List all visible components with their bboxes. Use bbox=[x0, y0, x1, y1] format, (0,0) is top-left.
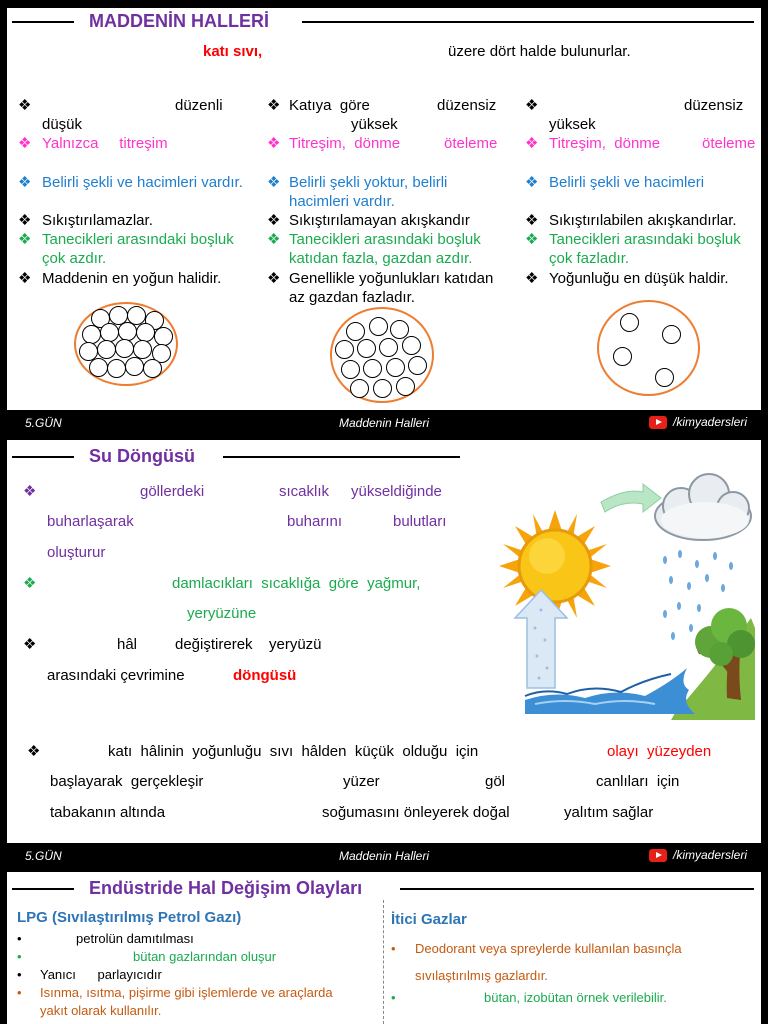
particle bbox=[373, 379, 392, 398]
solid-compress: Sıkıştırılamazlar. bbox=[42, 212, 153, 229]
particle bbox=[396, 377, 415, 396]
propellant-heading: İtici Gazlar bbox=[391, 911, 467, 928]
lpg-item-3: Yanıcı parlayıcıdır bbox=[40, 967, 162, 982]
diamond-bullet-icon: ❖ bbox=[525, 135, 539, 152]
channel-name: /kimyadersleri bbox=[672, 415, 747, 429]
particle bbox=[363, 359, 382, 378]
particle bbox=[335, 340, 354, 359]
particle bbox=[408, 356, 427, 375]
water-cycle-illustration bbox=[475, 468, 755, 720]
evaporation-word-5: buharını bbox=[287, 513, 343, 530]
bullet-dot: • bbox=[391, 941, 396, 956]
youtube-icon bbox=[649, 416, 667, 429]
footer-day: 5.GÜN bbox=[25, 849, 62, 863]
diamond-bullet-icon: ❖ bbox=[18, 212, 32, 229]
particle bbox=[346, 322, 365, 341]
ice-text-9: yalıtım sağlar bbox=[564, 804, 654, 821]
liquid-order-b: düzensiz bbox=[437, 97, 497, 114]
particle bbox=[402, 336, 421, 355]
particle bbox=[613, 347, 632, 366]
ice-text-2: olayı yüzeyden bbox=[607, 743, 712, 760]
youtube-icon bbox=[649, 849, 667, 862]
diamond-bullet-icon: ❖ bbox=[23, 636, 37, 653]
particle bbox=[89, 358, 108, 377]
diamond-bullet-icon: ❖ bbox=[267, 231, 281, 248]
particle bbox=[369, 317, 388, 336]
particle bbox=[118, 322, 137, 341]
title-rule-left bbox=[12, 456, 74, 458]
cloud-icon bbox=[655, 474, 751, 540]
diamond-bullet-icon: ❖ bbox=[525, 174, 539, 191]
footer-topic: Maddenin Halleri bbox=[338, 416, 430, 430]
ice-text-5: göl bbox=[485, 773, 506, 790]
gas-order: düzensiz bbox=[684, 97, 744, 114]
diamond-bullet-icon: ❖ bbox=[267, 174, 281, 191]
gas-particles-diagram bbox=[597, 300, 700, 396]
liquid-compress: Sıkıştırılamayan akışkandır bbox=[289, 212, 470, 229]
footer-topic: Maddenin Halleri bbox=[338, 849, 430, 863]
particle bbox=[136, 323, 155, 342]
liquid-energy: yüksek bbox=[351, 116, 398, 133]
particle bbox=[82, 325, 101, 344]
solid-gap: Tanecikleri arasındaki boşluk çok azdır. bbox=[42, 231, 234, 267]
particle bbox=[620, 313, 639, 332]
solid-density: Maddenin en yoğun halidir. bbox=[42, 270, 222, 287]
footer-day: 5.GÜN bbox=[25, 416, 62, 430]
liquid-particles-diagram bbox=[330, 307, 434, 403]
youtube-channel-link[interactable] bbox=[649, 415, 747, 429]
diamond-bullet-icon: ❖ bbox=[525, 97, 539, 114]
precipitation-text-1: damlacıkları sıcaklığa göre yağmur, bbox=[172, 575, 421, 592]
ice-text-6: canlıları için bbox=[596, 773, 680, 790]
diamond-bullet-icon: ❖ bbox=[23, 483, 37, 500]
diamond-bullet-icon: ❖ bbox=[525, 270, 539, 287]
lpg-heading: LPG (Sıvılaştırılmış Petrol Gazı) bbox=[17, 909, 242, 926]
bullet-dot: • bbox=[17, 967, 22, 982]
liquid-motion-b: öteleme bbox=[444, 135, 498, 152]
particle bbox=[341, 360, 360, 379]
arrow-right-icon bbox=[601, 484, 661, 512]
evaporation-word-3: yükseldiğinde bbox=[351, 483, 442, 500]
title-rule-left bbox=[12, 21, 74, 23]
channel-name: /kimyadersleri bbox=[672, 848, 747, 862]
title-rule-right bbox=[302, 21, 754, 23]
diamond-bullet-icon: ❖ bbox=[18, 174, 32, 191]
particle bbox=[154, 327, 173, 346]
liquid-order-a: Katıya göre bbox=[289, 97, 370, 114]
gas-gap: Tanecikleri arasındaki boşluk çok fazladır. bbox=[549, 231, 741, 267]
diamond-bullet-icon: ❖ bbox=[18, 97, 32, 114]
ice-text-3: başlayarak gerçekleşir bbox=[50, 773, 204, 790]
cycle-word-1: hâl bbox=[117, 636, 138, 653]
diamond-bullet-icon: ❖ bbox=[525, 231, 539, 248]
lpg-item-2: bütan gazlarından oluşur bbox=[133, 949, 277, 964]
page-title: MADDENİN HALLERİ bbox=[89, 11, 269, 31]
cycle-word-4: arasındaki çevrimine bbox=[47, 667, 185, 684]
liquid-motion-a: Titreşim, dönme bbox=[289, 135, 401, 152]
solid-shape: Belirli şekli ve hacimleri vardır. bbox=[42, 174, 243, 191]
particle bbox=[386, 358, 405, 377]
solid-energy: düşük bbox=[42, 116, 83, 133]
gas-density: Yoğunluğu en düşük haldir. bbox=[549, 270, 729, 287]
cycle-word-5: döngüsü bbox=[233, 667, 297, 684]
diamond-bullet-icon: ❖ bbox=[267, 135, 281, 152]
liquid-shape: Belirli şekli yoktur, belirli hacimleri vardır. bbox=[289, 174, 448, 210]
gas-motion-b: öteleme bbox=[702, 135, 756, 152]
particle bbox=[100, 323, 119, 342]
states-of-matter-panel bbox=[7, 8, 761, 410]
bullet-dot: • bbox=[17, 949, 22, 964]
diamond-bullet-icon: ❖ bbox=[27, 743, 41, 760]
slide-footer bbox=[7, 410, 761, 436]
cycle-word-3: yeryüzü bbox=[269, 636, 322, 653]
section-title: Endüstride Hal Değişim Olayları bbox=[89, 878, 363, 898]
gas-energy: yüksek bbox=[549, 116, 596, 133]
diamond-bullet-icon: ❖ bbox=[525, 212, 539, 229]
bullet-dot: • bbox=[391, 990, 396, 1005]
solid-motion: Yalnızca titreşim bbox=[42, 135, 168, 152]
diamond-bullet-icon: ❖ bbox=[18, 135, 32, 152]
diamond-bullet-icon: ❖ bbox=[267, 212, 281, 229]
section-title: Su Döngüsü bbox=[89, 446, 195, 466]
diamond-bullet-icon: ❖ bbox=[267, 270, 281, 287]
diamond-bullet-icon: ❖ bbox=[23, 575, 37, 592]
particle bbox=[107, 359, 126, 378]
youtube-channel-link[interactable] bbox=[649, 848, 747, 862]
bullet-dot: • bbox=[17, 931, 22, 946]
ice-text-8: soğumasını önleyerek doğal bbox=[322, 804, 510, 821]
title-rule-right bbox=[400, 888, 754, 890]
lpg-item-4: Isınma, ısıtma, pişirme gibi işlemlerde ve araçlarda yakıt olarak kullanılır. bbox=[40, 985, 333, 1018]
evaporation-word-6: bulutları bbox=[393, 513, 447, 530]
industry-phase-change-panel bbox=[7, 872, 761, 1024]
propellant-item-2: bütan, izobütan örnek verilebilir. bbox=[484, 990, 667, 1005]
particle bbox=[350, 379, 369, 398]
water-cycle-panel bbox=[7, 440, 761, 843]
evaporation-word-4: buharlaşarak bbox=[47, 513, 134, 530]
particle bbox=[379, 338, 398, 357]
particle bbox=[143, 359, 162, 378]
liquid-gap: Tanecikleri arasındaki boşluk katıdan fazla, gazdan azdır. bbox=[289, 231, 481, 267]
propellant-item-1: Deodorant veya spreylerde kullanılan basınçla sıvılaştırılmış gazlardır. bbox=[415, 941, 682, 983]
intro-text: üzere dört halde bulunurlar. bbox=[448, 43, 631, 60]
bullet-dot: • bbox=[17, 985, 22, 1000]
solid-particles-diagram bbox=[74, 302, 178, 386]
particle bbox=[115, 339, 134, 358]
intro-highlight: katı sıvı, bbox=[203, 43, 263, 60]
title-rule-left bbox=[12, 888, 74, 890]
gas-motion-a: Titreşim, dönme bbox=[549, 135, 661, 152]
column-divider bbox=[383, 900, 384, 1024]
ice-text-7: tabakanın altında bbox=[50, 804, 166, 821]
diamond-bullet-icon: ❖ bbox=[18, 270, 32, 287]
cycle-word-2: değiştirerek bbox=[175, 636, 253, 653]
particle bbox=[357, 339, 376, 358]
particle bbox=[125, 357, 144, 376]
ice-text-1: katı hâlinin yoğunluğu sıvı hâlden küçük olduğu için bbox=[108, 743, 479, 760]
liquid-density: Genellikle yoğunlukları katıdan az gazdan fazladır. bbox=[289, 270, 494, 306]
solid-order: düzenli bbox=[175, 97, 223, 114]
particle bbox=[97, 340, 116, 359]
gas-shape: Belirli şekli ve hacimleri bbox=[549, 174, 705, 191]
precipitation-text-2: yeryüzüne bbox=[187, 605, 257, 622]
particle bbox=[662, 325, 681, 344]
evaporation-word-1: göllerdeki bbox=[140, 483, 205, 500]
slide-footer bbox=[7, 843, 761, 869]
diamond-bullet-icon: ❖ bbox=[18, 231, 32, 248]
lpg-item-1: petrolün damıtılması bbox=[76, 931, 194, 946]
evaporation-word-2: sıcaklık bbox=[279, 483, 330, 500]
particle bbox=[655, 368, 674, 387]
title-rule-right bbox=[223, 456, 460, 458]
evaporation-word-7: oluşturur bbox=[47, 544, 106, 561]
ice-text-4: yüzer bbox=[343, 773, 380, 790]
gas-compress: Sıkıştırılabilen akışkandırlar. bbox=[549, 212, 737, 229]
diamond-bullet-icon: ❖ bbox=[267, 97, 281, 114]
